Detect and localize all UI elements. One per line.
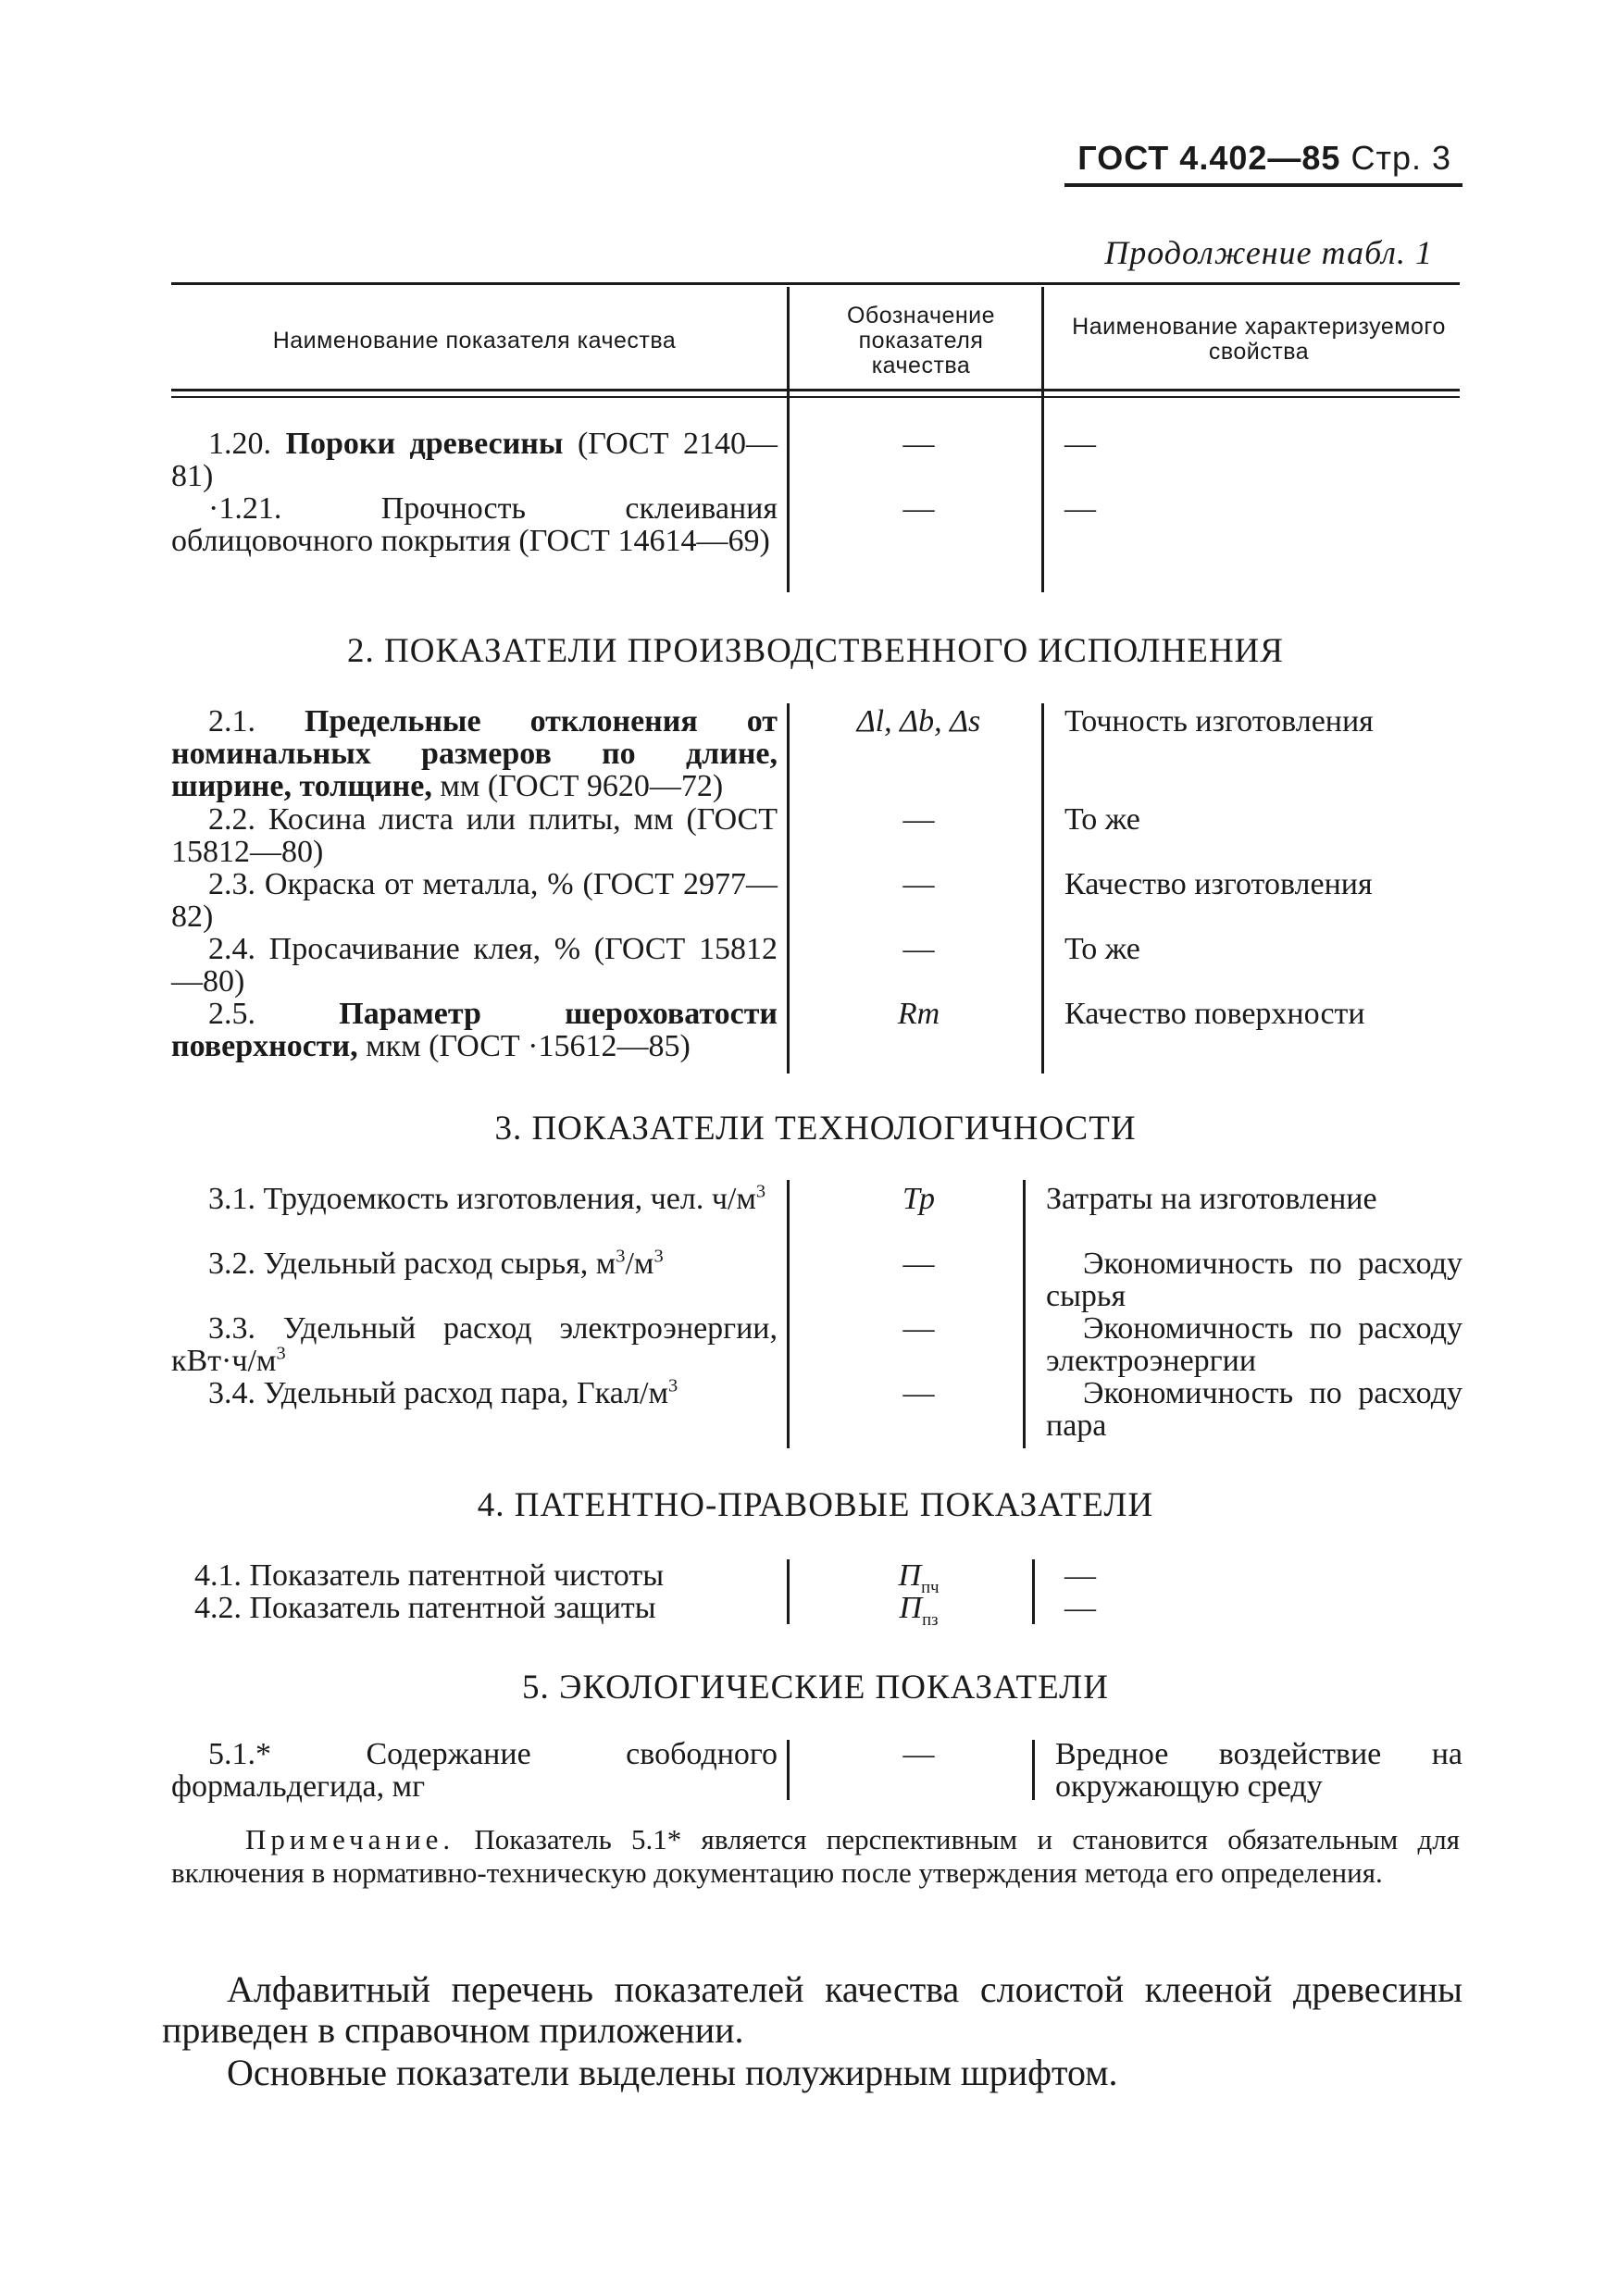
table-row-2-3-property: Качество изготовления (1064, 867, 1373, 901)
table-continuation-label: Продолжение табл. 1 (1104, 234, 1433, 271)
table-row-4-2-name: 4.2. Показатель патентной защиты (194, 1591, 656, 1625)
table-row-3-4-property: Экономичность по расходу пара (1046, 1376, 1462, 1443)
table-row-2-1-name: 2.1. Предельные отклонения от номинальных размеров по длине, ширине, толщине, мм (ГОСТ 9620—72) (171, 704, 778, 803)
table-row-1-21-property: — (1064, 491, 1096, 526)
table-row-2-5-name: 2.5. Параметр шероховатости поверхности, мкм (ГОСТ ·15612—85) (171, 997, 778, 1063)
table-row-1-21-name: ·1.21. Прочность склеивания облицовочного покрытия (ГОСТ 14614—69) (171, 491, 778, 558)
table-row-2-2-designation: — (902, 802, 935, 837)
closing-paragraph: Основные показатели выделены полужирным шрифтом. (227, 2052, 1118, 2093)
table-row-5-1-designation: — (902, 1737, 935, 1771)
table-row-2-2-name: 2.2. Косина листа или плиты, мм (ГОСТ 15812—80) (171, 802, 778, 869)
table-row-3-3-property: Экономичность по расходу электроэнергии (1046, 1311, 1462, 1378)
table-row-1-20-designation: — (902, 427, 935, 461)
section-title: 4. ПАТЕНТНО-ПРАВОВЫЕ ПОКАЗАТЕЛИ (477, 1486, 1154, 1524)
header-rule (1064, 183, 1462, 187)
table-row-2-3-name: 2.3. Окраска от металла, % (ГОСТ 2977—82) (171, 867, 778, 934)
table-row-5-1-name: 5.1.* Содержание свободного формальдегида, мг (171, 1737, 778, 1804)
table-row-3-3-designation: — (902, 1311, 935, 1346)
table-row-4-1-name: 4.1. Показатель патентной чистоты (194, 1558, 665, 1593)
section-title: 3. ПОКАЗАТЕЛИ ТЕХНОЛОГИЧНОСТИ (494, 1110, 1137, 1148)
section-title: 5. ЭКОЛОГИЧЕСКИЕ ПОКАЗАТЕЛИ (521, 1669, 1109, 1706)
column-divider (787, 1740, 790, 1800)
table-top-rule (171, 282, 1460, 285)
table-head-rule-2 (171, 396, 1460, 398)
table-row-3-4-name: 3.4. Удельный расход пара, Гкал/$м^3$ (208, 1375, 678, 1410)
table-row-2-5-designation: Rm (897, 997, 940, 1031)
note-text: Показатель 5.1* является перспективным и становится обязательным для включения в нормативно-техническую документацию после утверждения метода его определения. (171, 1823, 1460, 1889)
closing-paragraph: Алфавитный перечень показателей качества слоистой клееной древесины приведен в справочном приложении. (162, 1968, 1462, 2051)
table-row-3-4-designation: — (902, 1376, 935, 1410)
column-header-property: Наименование характеризуемого свойства (1072, 314, 1446, 365)
table-row-2-3-designation: — (902, 867, 935, 901)
table-row-4-2-property: — (1064, 1591, 1096, 1625)
table-note (171, 1823, 1460, 1890)
table-row-2-1-property: Точность изготовления (1064, 704, 1374, 738)
table-row-1-21-designation: — (902, 491, 935, 526)
column-divider (787, 1559, 790, 1624)
page-number: Стр. 3 (1350, 139, 1451, 177)
table-row-4-2-designation: $П_{пз}$ (899, 1591, 939, 1630)
table-row-3-1-designation: Тр (902, 1182, 936, 1216)
table-row-3-2-designation: — (902, 1247, 935, 1281)
table-row-3-3-name: 3.3. Удельный расход электроэнергии, $кВт\cdot ч/м^3$ (171, 1311, 778, 1378)
column-divider (787, 1180, 790, 1448)
column-divider (787, 703, 790, 1074)
table-row-5-1-property: Вредное воздействие на окружающую среду (1055, 1737, 1462, 1804)
column-divider (1041, 703, 1044, 1074)
table-row-2-5-property: Качество поверхности (1064, 997, 1365, 1031)
table-row-2-2-property: То же (1064, 802, 1140, 837)
table-row-2-4-designation: — (902, 932, 935, 966)
table-row-3-1-name: 3.1. Трудоемкость изготовления, чел. $ч/м^3$ (208, 1181, 766, 1216)
note-label: Примечание. (245, 1823, 455, 1855)
column-divider (1041, 287, 1044, 592)
column-header-name: Наименование показателя качества (272, 328, 677, 354)
table-row-3-1-property: Затраты на изготовление (1046, 1182, 1377, 1216)
doc-number: ГОСТ 4.402—85 (1077, 139, 1341, 177)
page-header (1077, 139, 1451, 178)
table-row-3-2-name: 3.2. Удельный расход сырья, $м^3/м^3$ (208, 1246, 664, 1281)
table-row-2-4-name: 2.4. Просачивание клея, % (ГОСТ 15812—80) (171, 932, 778, 999)
table-row-1-20-property: — (1064, 427, 1096, 461)
table-row-2-1-designation: Δl, Δb, Δs (856, 704, 981, 738)
table-row-4-1-designation: $П_{пч}$ (898, 1558, 940, 1597)
table-row-4-1-property: — (1064, 1558, 1096, 1593)
column-header-designation: Обозначение показателя качества (846, 303, 996, 379)
table-row-3-2-property: Экономичность по расходу сырья (1046, 1247, 1462, 1313)
table-row-2-4-property: То же (1064, 932, 1140, 966)
table-row-1-20-name: 1.20. Пороки древесины (ГОСТ 2140—81) (171, 427, 778, 493)
table-head-rule-1 (171, 389, 1460, 391)
section-title: 2. ПОКАЗАТЕЛИ ПРОИЗВОДСТВЕННОГО ИСПОЛНЕНИЯ (347, 632, 1284, 670)
column-divider (787, 287, 790, 592)
